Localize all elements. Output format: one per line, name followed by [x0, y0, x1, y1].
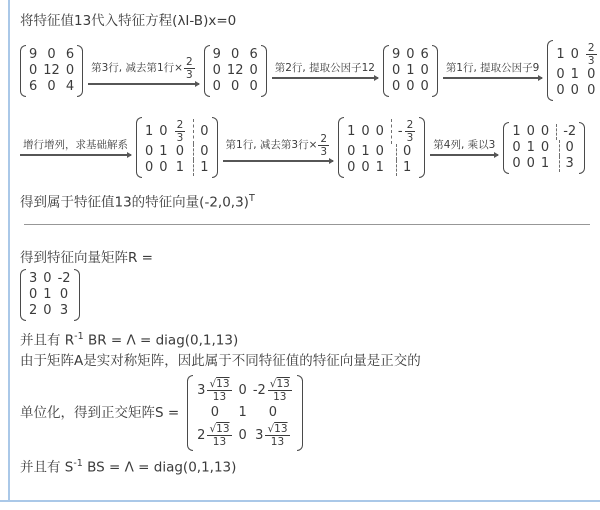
matrix-cell: 0 — [512, 139, 521, 155]
matrix-cell — [197, 423, 232, 448]
matrix-cell — [255, 423, 290, 448]
matrix-cell: 0 — [231, 46, 240, 62]
matrix-paren-right — [77, 45, 83, 97]
matrix-cell: 0 — [347, 160, 356, 175]
matrix-cell: 0 — [193, 119, 208, 144]
matrix-cell: 0 — [587, 67, 596, 82]
arrow-step-6 — [430, 139, 498, 155]
matrix-S — [187, 375, 303, 451]
matrix-cell: 0 — [420, 78, 429, 94]
matrix-cell: 0 — [210, 405, 219, 420]
matrix-grid — [344, 117, 419, 178]
arrow-step-6-label: 第4列, 乘以3 — [433, 139, 496, 152]
matrix-paren-right — [579, 122, 585, 174]
matrix-cell: 0 — [420, 62, 429, 78]
matrix-cell: 0 — [556, 67, 565, 82]
matrix-cell: -2 — [57, 270, 71, 286]
matrix-cell: 0 — [556, 83, 565, 98]
matrix-after-step-1 — [204, 45, 267, 97]
matrix-cell: 0 — [361, 123, 370, 139]
fraction: 2 $\frac{√13}{13}$ — [197, 423, 230, 448]
matrix-cell: 0 — [238, 382, 247, 398]
matrix-cell: 1 — [526, 139, 535, 155]
matrix-cell: 0 — [145, 160, 154, 175]
matrix-cell: -2 — [556, 124, 576, 140]
matrix-cell: 0 — [375, 123, 384, 139]
matrix-grid — [509, 122, 579, 174]
matrix-cell — [585, 42, 598, 67]
matrix-after-step-3 — [547, 40, 600, 101]
matrix-cell: 0 — [193, 144, 208, 160]
arrow-step-1-label: 第3行, 减去第1行× $\frac{2}{3}$ — [88, 56, 199, 83]
matrix-cell: 0 — [47, 46, 56, 62]
arrow-line-icon — [20, 154, 131, 155]
matrix-cell: 0 — [526, 123, 535, 139]
matrix-cell: 6 — [249, 46, 258, 62]
arrow-step-2 — [272, 62, 378, 78]
arrow-line-icon — [443, 77, 543, 78]
matrix-paren-right — [212, 117, 218, 178]
matrix-cell: 0 — [391, 62, 401, 78]
matrix-grid — [26, 269, 74, 321]
section-divider — [24, 224, 590, 225]
matrix-cell: 1 — [145, 123, 154, 139]
matrix-cell: 0 — [249, 78, 258, 94]
matrix-cell: 0 — [347, 144, 356, 159]
matrix-cell: 1 — [540, 155, 550, 171]
matrix-cell: 1 — [159, 144, 168, 159]
fraction: $\frac{2}{3}$ — [320, 133, 328, 159]
matrix-cell: 0 — [145, 144, 154, 159]
matrix-cell: 0 — [391, 78, 401, 94]
matrix-paren-right — [74, 269, 80, 321]
matrix-cell: 1 — [556, 46, 565, 62]
matrix-cell: 0 — [249, 62, 258, 78]
matrix-grid — [193, 375, 297, 451]
matrix-cell: 1 — [512, 123, 521, 139]
matrix-cell — [197, 378, 232, 403]
arrow-line-icon — [88, 83, 199, 84]
matrix-cell: 0 — [65, 62, 75, 78]
matrix-cell: 0 — [43, 270, 52, 286]
matrix-cell: 1 — [238, 405, 247, 420]
matrix-cell: 6 — [29, 78, 38, 94]
arrow-step-3-label: 第1行, 提取公因子9 — [445, 62, 540, 75]
matrix-grid — [210, 45, 261, 97]
fraction: $\frac{2}{3}$ — [587, 42, 595, 67]
symmetry-note-line: 由于矩阵A是实对称矩阵，因此属于不同特征值的特征向量是正交的 — [20, 353, 421, 369]
matrix-cell: 0 — [231, 78, 240, 94]
arrow-step-5-label: 第1行, 减去第3行× $\frac{2}{3}$ — [223, 133, 334, 160]
matrix-cell: 0 — [59, 286, 69, 302]
arrow-step-1 — [88, 56, 199, 84]
matrix-cell: 0 — [212, 78, 221, 94]
matrix-cell: 9 — [29, 46, 38, 62]
matrix-grid — [142, 117, 212, 178]
intro-line: 将特征值13代入特征方程(λI-B)x=0 — [20, 13, 237, 29]
matrix-paren-right — [261, 45, 267, 97]
matrix-cell: 12 — [226, 62, 244, 78]
matrix-cell: 0 — [361, 160, 370, 175]
matrix-cell: 0 — [559, 140, 574, 156]
matrix-R — [20, 269, 80, 321]
matrix-cell: 0 — [587, 83, 596, 98]
fraction: 3 $\frac{√13}{13}$ — [255, 423, 288, 448]
eigenvector-result-line: 得到属于特征值13的特征向量$(-2,0,3)^T$ — [20, 193, 255, 211]
arrow-step-2-label: 第2行, 提取公因子12 — [274, 62, 375, 75]
matrix-S-intro-label: 单位化，得到正交矩阵S = — [20, 405, 180, 421]
matrix-final-augmented — [503, 122, 585, 174]
matrix-cell — [174, 119, 187, 144]
matrix-cell: 0 — [159, 123, 168, 139]
matrix-cell: 0 — [29, 286, 38, 302]
matrix-cell: 6 — [420, 46, 429, 62]
orthogonal-matrix-row — [20, 375, 598, 451]
fraction: $\frac{2}{3}$ — [176, 119, 184, 144]
matrix-cell: 0 — [570, 83, 579, 98]
matrix-cell: 0 — [540, 139, 550, 155]
rbr-diagonalization-line: 并且有 $R^{-1}$ BR = Λ = diag(0,1,13) — [20, 330, 239, 348]
arrow-step-4-label: 增行增列，求基础解系 — [23, 139, 128, 152]
matrix-cell: 0 — [540, 123, 550, 139]
matrix-cell: 0 — [406, 46, 415, 62]
arrow-line-icon — [430, 154, 498, 155]
matrix-cell: 1 — [43, 286, 52, 302]
matrix-cell: 0 — [268, 405, 277, 420]
matrix-cell: 1 — [175, 160, 185, 175]
matrix-grid — [553, 40, 600, 101]
matrix-cell: 12 — [43, 62, 60, 78]
matrix-cell: 2 — [29, 302, 38, 318]
matrix-paren-right — [297, 375, 303, 451]
matrix-paren-right — [419, 117, 425, 178]
matrix-cell: 0 — [375, 144, 384, 159]
fraction: $\frac{2}{3}$ — [185, 56, 193, 82]
sbs-diagonalization-line: 并且有 $S^{-1}$ BS = Λ = diag(0,1,13) — [20, 458, 237, 476]
matrix-cell: 0 — [43, 302, 52, 318]
matrix-grid — [389, 45, 432, 97]
matrix-cell: 1 — [347, 123, 356, 139]
fraction: - $\frac{2}{3}$ — [397, 119, 414, 144]
row-reduction-diagram-bottom — [20, 117, 598, 178]
matrix-augmented — [136, 117, 218, 178]
arrow-step-3 — [443, 62, 543, 78]
matrix-cell: 0 — [570, 46, 579, 62]
fraction: -2 $\frac{√13}{13}$ — [252, 378, 290, 403]
matrix-cell — [253, 378, 293, 403]
matrix-initial — [20, 45, 83, 97]
arrow-step-4 — [20, 139, 131, 155]
row-reduction-diagram-top — [20, 40, 598, 101]
matrix-cell: 1 — [193, 160, 208, 176]
fraction: 3 $\frac{√13}{13}$ — [197, 378, 230, 403]
matrix-cell: 0 — [406, 78, 415, 94]
solution-page — [8, 0, 600, 502]
matrix-cell: 1 — [375, 160, 384, 175]
matrix-cell: 1 — [396, 160, 411, 176]
matrix-cell: 9 — [391, 46, 401, 62]
matrix-cell: 0 — [512, 155, 521, 171]
matrix-cell: 0 — [238, 427, 247, 443]
matrix-R-block — [20, 269, 598, 325]
matrix-cell: 1 — [406, 62, 415, 78]
matrix-cell: 3 — [29, 270, 38, 286]
matrix-cell: 6 — [65, 46, 75, 62]
matrix-cell: 3 — [59, 302, 69, 318]
matrix-cell: 3 — [559, 156, 574, 172]
arrow-line-icon — [223, 160, 334, 161]
matrix-cell: 0 — [526, 155, 535, 171]
matrix-paren-right — [432, 45, 438, 97]
matrix-cell: 0 — [175, 144, 185, 159]
matrix-cell: 0 — [29, 62, 38, 78]
matrix-R-intro-line: 得到特征向量矩阵R = — [20, 249, 153, 266]
matrix-cell: 1 — [570, 67, 579, 82]
arrow-line-icon — [272, 77, 378, 78]
matrix-cell: 1 — [361, 144, 370, 159]
matrix-grid — [26, 45, 77, 97]
matrix-cell: 0 — [396, 144, 411, 160]
matrix-cell: 0 — [47, 78, 56, 94]
arrow-step-5 — [223, 133, 334, 161]
matrix-cell: 0 — [212, 62, 221, 78]
matrix-cell: 9 — [212, 46, 221, 62]
matrix-after-step-5 — [338, 117, 425, 178]
matrix-cell: 0 — [159, 160, 168, 175]
matrix-cell — [391, 119, 416, 144]
matrix-cell: 4 — [65, 78, 75, 94]
matrix-after-step-2 — [383, 45, 438, 97]
